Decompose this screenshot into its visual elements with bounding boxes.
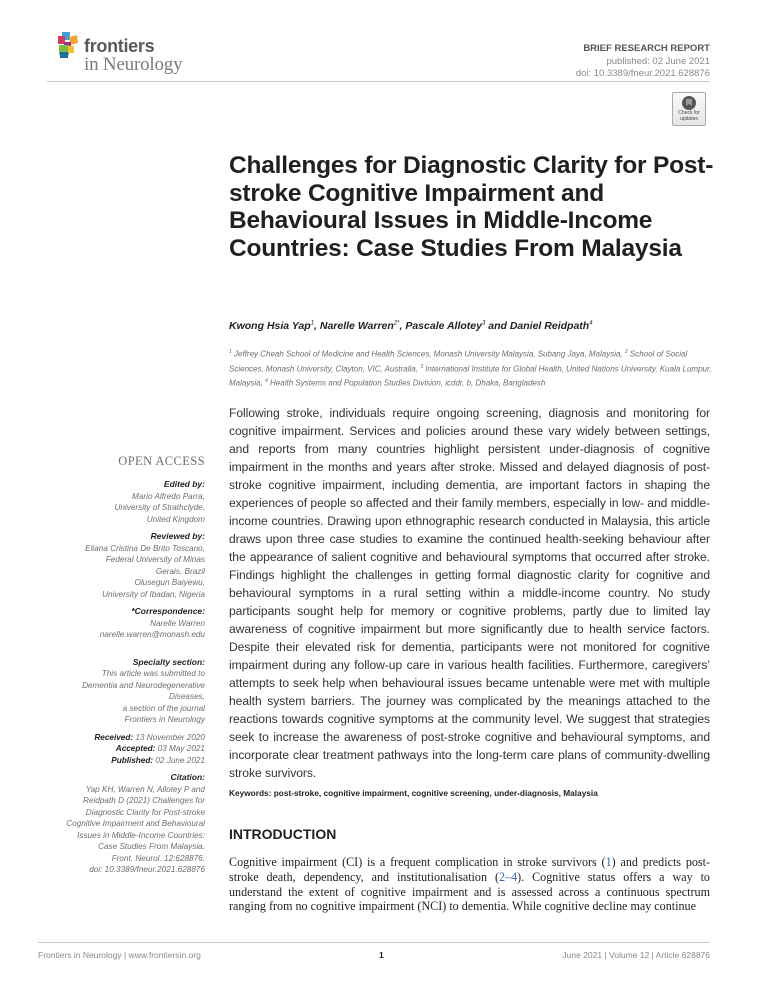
reviewed-by-heading: Reviewed by: <box>150 531 205 541</box>
date-value: 03 May 2021 <box>155 744 205 753</box>
date-label: Accepted: <box>115 744 156 753</box>
citation-info <box>40 784 205 876</box>
correspondent-name: Narelle Warren <box>150 618 205 628</box>
citation-doi-link[interactable]: doi: 10.3389/fneur.2021.628876 <box>89 865 205 874</box>
specialty-line: Diseases, <box>169 692 205 701</box>
author-sup: 1 <box>310 320 315 327</box>
frontiers-logo-icon <box>56 31 82 59</box>
check-updates-label <box>673 111 705 122</box>
check-updates-line1: Check for <box>678 110 700 116</box>
date-value: 13 November 2020 <box>133 732 205 742</box>
author-sep: and <box>485 320 510 332</box>
footer-journal-link[interactable]: Frontiers in Neurology | www.frontiersin.org <box>38 950 201 960</box>
affiliation: Health Systems and Population Studies Division, icddr, b, Dhaka, Bangladesh <box>270 378 546 388</box>
reviewer-affil: Federal University of Minas <box>105 555 205 564</box>
check-updates-line2: updates <box>680 115 698 122</box>
author-list <box>229 320 719 332</box>
author-sep: , <box>399 320 406 332</box>
author-link[interactable]: Daniel Reidpath <box>509 320 590 332</box>
specialty-line: This article was submitted to <box>101 669 205 678</box>
journal-name: in Neurology <box>84 54 183 75</box>
intro-text: ). Cognitive status offers a way to understand the extent of cognitive impairment and is assessed across a continuous spectrum ranging from no cognitive impairment (NCI) to dementia. While cognitive decline may continue <box>229 869 710 914</box>
citation-line: Reidpath D (2021) Challenges for <box>83 796 205 805</box>
article-meta <box>576 43 710 81</box>
reviewer-info <box>40 543 205 601</box>
keywords: Keywords: post-stroke, cognitive impairment, cognitive screening, under-diagnosis, Malaysia <box>229 788 598 798</box>
citation-line: Diagnostic Clarity for Post-stroke <box>85 807 205 817</box>
reviewer-name[interactable]: Olusegun Baiyewu, <box>134 578 205 587</box>
correspondent-email-link[interactable]: narelle.warren@monash.edu <box>99 630 205 639</box>
specialty-line: Dementia and Neurodegenerative <box>82 680 205 690</box>
open-access-label: OPEN ACCESS <box>118 454 205 468</box>
author-sup: 2* <box>393 320 400 327</box>
edited-by-heading: Edited by: <box>163 479 205 489</box>
reviewer-name[interactable]: Eliana Cristina De Brito Toscano, <box>85 543 205 553</box>
date-value: 02 June 2021 <box>153 755 205 765</box>
correspondence-heading: *Correspondence: <box>131 606 205 616</box>
author-sep: , <box>314 320 320 332</box>
author-sup: 3 <box>481 320 486 327</box>
intro-text: Cognitive impairment (CI) is a frequent complication in stroke survivors ( <box>229 855 606 869</box>
affiliation: School of Social Sciences, Monash University, Clayton, VIC, Australia, <box>229 349 688 374</box>
crossmark-icon <box>682 96 696 110</box>
abstract: Following stroke, individuals require ongoing screening, diagnosis and monitoring for cognitive impairment. Services and policies around these vary widely between settings, and reports from many countries highlight persistent under-diagnosis of cognitive impairment in the months and years after stroke. Missed and delayed diagnosis of post-stroke cognitive impairment, including dementia, are important factors in shaping the experiences of people so affected and their family members, especially in low- and middle-income countries. Drawing upon ethnographic research conducted in Malaysia, this article draws upon three case studies to examine the continued health-seeking behaviour after the appearance of salient cognitive and behavioural symptoms that occurred after stroke. Findings highlight the challenges in getting formal diagnostic clarity for cognitive and behavioural symptoms in a rural setting within a middle-income country. No study participants sought help for memory or cognitive problems, partly due to limited lay awareness of cognitive impairment but more significantly due to health service factors. Despite their elevated risk for dementia, participants were not monitored for cognitive impairment during any follow-up care in various health facilities. Furthermore, caregivers’ attempts to seek help when behavioural issues became untenable were met with multiple health system barriers. The journey was complicated by the meanings attached to the reactions towards cognitive symptoms at the community level. We suggest that strategies seek to increase the awareness of post-stroke cognitive and behavioural symptoms, and incorporate clear treatment pathways into the long-term care plans of community-dwelling stroke survivors. <box>229 406 710 780</box>
page-number: 1 <box>379 950 384 960</box>
brand-name: frontiers <box>84 36 155 56</box>
affil-sup: 3 <box>420 363 423 370</box>
reviewer-affil: Gerais, Brazil <box>155 566 205 576</box>
journal-logo[interactable] <box>56 31 256 81</box>
specialty-heading: Specialty section: <box>132 656 205 667</box>
date-label: Published: <box>111 755 154 765</box>
editor-affil: University of Strathclyde, <box>114 503 205 512</box>
editor-info <box>40 491 205 526</box>
section-heading-introduction: INTRODUCTION <box>229 826 337 842</box>
affil-sup: 1 <box>229 349 232 355</box>
footer-divider <box>38 942 710 943</box>
reference-link[interactable]: 2–4 <box>498 869 518 884</box>
article-type: BRIEF RESEARCH REPORT <box>583 43 710 54</box>
footer-issue-info: June 2021 | Volume 12 | Article 628876 <box>562 950 710 960</box>
article-title: Challenges for Diagnostic Clarity for Post-stroke Cognitive Impairment and Behavioural Issues in Middle-Income Countries: Case Studies From Malaysia <box>229 152 714 262</box>
affil-sup: 4 <box>265 378 268 385</box>
specialty-line: Frontiers in Neurology <box>124 715 205 724</box>
author-link[interactable]: Narelle Warren <box>319 320 394 332</box>
date-label: Received: <box>94 732 134 742</box>
header-divider <box>47 81 710 82</box>
author-link[interactable]: Pascale Allotey <box>405 320 482 332</box>
published-date: published: 02 June 2021 <box>606 55 710 67</box>
editor-affil: United Kingdom <box>146 514 205 524</box>
citation-heading: Citation: <box>170 772 205 782</box>
citation-line: Front. Neurol. 12:628876. <box>111 853 205 863</box>
reviewer-affil: University of Ibadan, Nigeria <box>102 589 205 599</box>
author-link[interactable]: Kwong Hsia Yap <box>229 320 311 332</box>
specialty-line: a section of the journal <box>122 703 205 713</box>
citation-line: Issues in Middle-Income Countries: <box>77 830 205 840</box>
published-date-sidebar <box>40 755 205 767</box>
intro-text: ) and predicts post-stroke death, dependency, and institutionalisation ( <box>229 855 711 884</box>
introduction-paragraph <box>229 855 710 914</box>
editor-name[interactable]: Mario Alfredo Parra, <box>132 491 205 501</box>
reference-link[interactable]: 1 <box>605 855 612 869</box>
author-sup: 4 <box>589 320 593 327</box>
accepted-date <box>40 743 205 755</box>
article-dates <box>40 732 205 767</box>
citation-line: Cognitive Impairment and Behavioural <box>66 819 205 828</box>
specialty-info <box>40 668 205 726</box>
doi-link[interactable]: doi: 10.3389/fneur.2021.628876 <box>575 68 710 79</box>
affiliation: Jeffrey Cheah School of Medicine and Health Sciences, Monash University Malaysia, Subang Jaya, Malaysia, <box>234 349 625 359</box>
affil-sup: 2 <box>624 349 628 355</box>
received-date <box>40 732 205 744</box>
affiliation: International Institute for Global Health, United Nations University, Kuala Lumpur, Malaysia, <box>229 364 712 388</box>
article-info-sidebar <box>40 454 205 876</box>
correspondence-info <box>40 618 205 641</box>
citation-line: Case Studies From Malaysia. <box>98 842 205 851</box>
affiliations <box>229 346 719 390</box>
citation-line: Yap KH, Warren N, Allotey P and <box>85 784 205 794</box>
check-for-updates-button[interactable] <box>672 92 706 126</box>
